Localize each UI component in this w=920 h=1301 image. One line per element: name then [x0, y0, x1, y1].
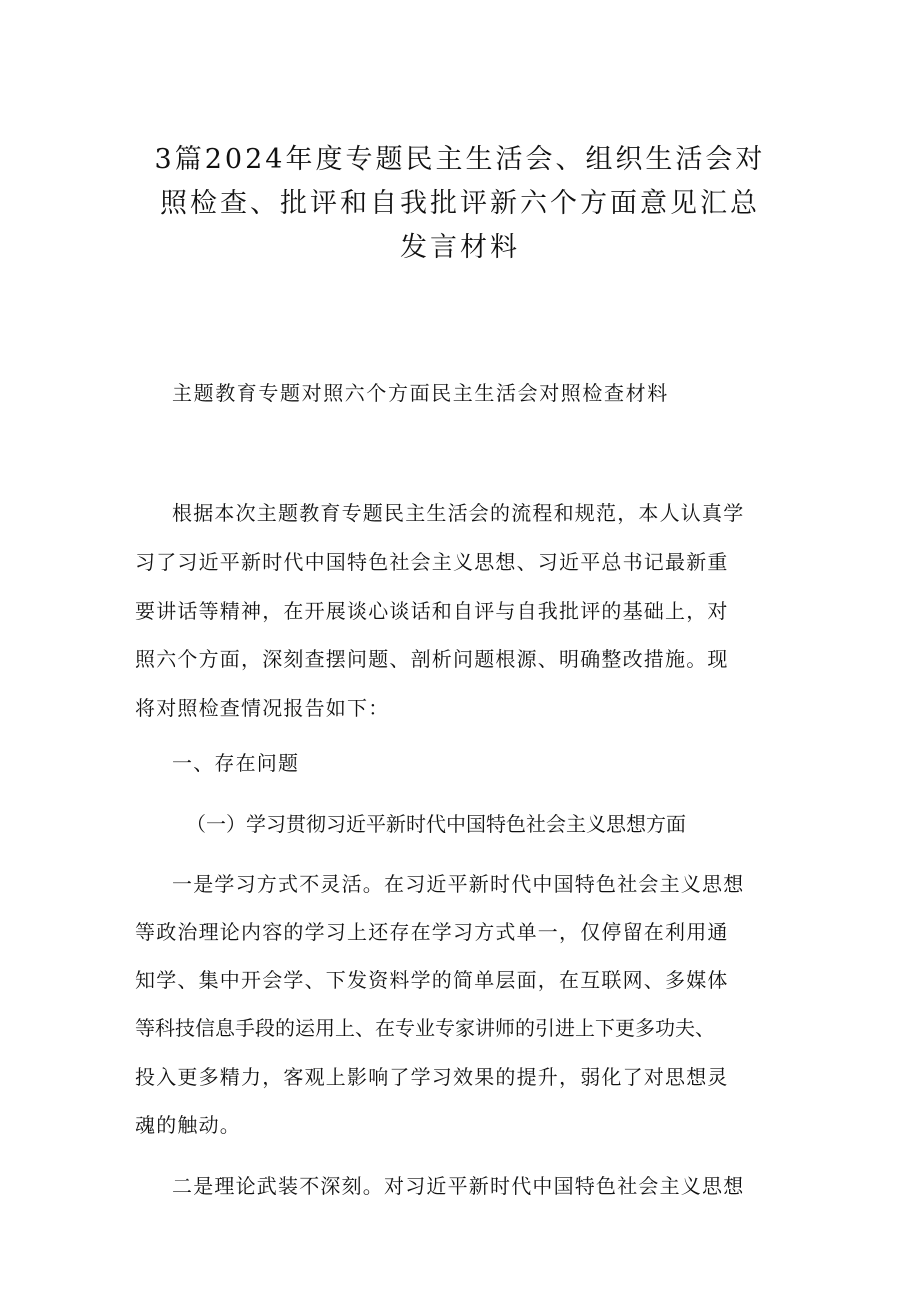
title-line-3: 发言材料 [400, 232, 520, 263]
section-heading-problems: 一、存在问题 [172, 751, 300, 775]
intro-line-1: 根据本次主题教育专题民主生活会的流程和规范，本人认真学 [172, 501, 745, 525]
point-1-line-4: 等科技信息手段的运用上、在专业专家讲师的引进上下更多功夫、 [135, 1016, 715, 1040]
point-1-line-6: 魂的触动。 [135, 1113, 241, 1137]
point-1-line-3: 知学、集中开会学、下发资料学的简单层面，在互联网、多媒体 [135, 968, 729, 992]
point-2-line-1: 二是理论武装不深刻。对习近平新时代中国特色社会主义思想 [172, 1174, 745, 1198]
intro-line-4: 照六个方面，深刻查摆问题、剖析问题根源、明确整改措施。现 [135, 647, 729, 671]
intro-line-2: 习了习近平新时代中国特色社会主义思想、习近平总书记最新重 [135, 550, 729, 574]
subsection-heading-1: （一）学习贯彻习近平新时代中国特色社会主义思想方面 [186, 812, 686, 836]
title-line-1: 3篇2024年度专题民主生活会、组织生活会对 [154, 144, 766, 175]
point-1-line-2: 等政治理论内容的学习上还存在学习方式单一，仅停留在利用通 [135, 920, 729, 944]
document-title [120, 138, 800, 270]
point-1-line-5: 投入更多精力，客观上影响了学习效果的提升，弱化了对思想灵 [135, 1065, 729, 1089]
document-subtitle: 主题教育专题对照六个方面民主生活会对照检查材料 [172, 381, 669, 405]
intro-line-3: 要讲话等精神，在开展谈心谈话和自评与自我批评的基础上，对 [135, 599, 729, 623]
point-1-line-1: 一是学习方式不灵活。在习近平新时代中国特色社会主义思想 [172, 872, 745, 896]
title-line-2: 照检查、批评和自我批评新六个方面意见汇总 [160, 188, 760, 219]
intro-line-5: 将对照检查情况报告如下： [135, 696, 390, 720]
